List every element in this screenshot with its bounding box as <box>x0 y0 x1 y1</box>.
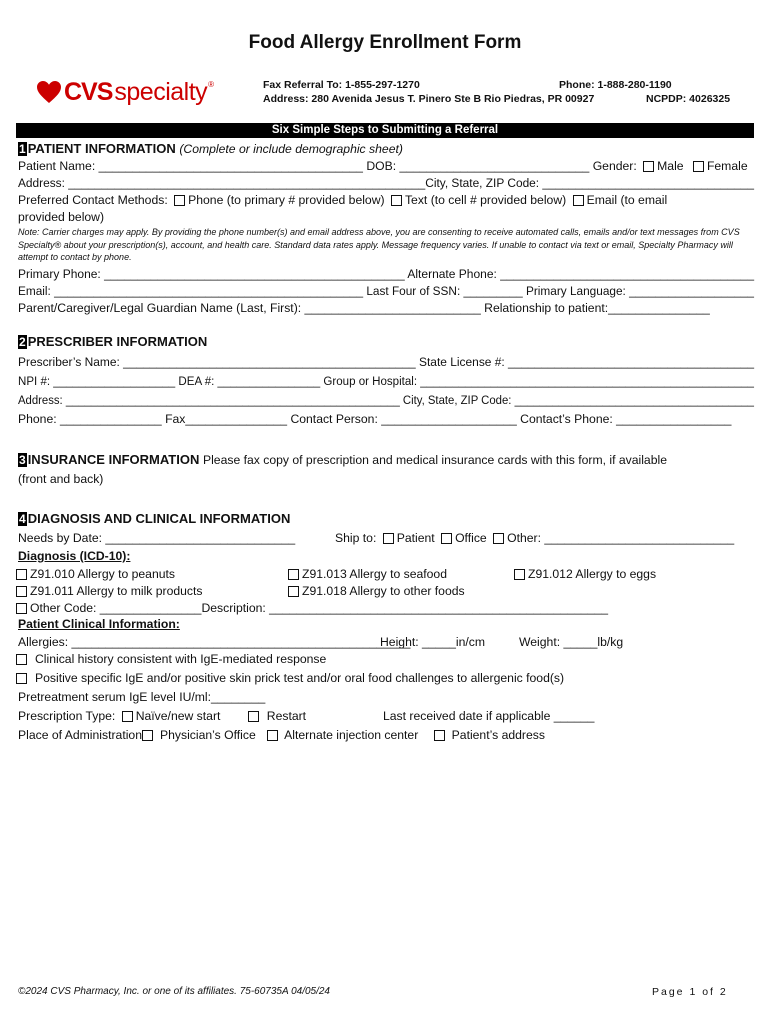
dx-other-code-label: Other Code: _______________Description: __________________________________________________ <box>30 601 609 615</box>
contact-text-label: Text (to cell # provided below) <box>404 193 567 207</box>
physician-office-label: Physician’s Office <box>159 728 256 742</box>
clinical-history-checkbox[interactable] <box>16 654 27 665</box>
cvs-specialty-logo <box>36 76 214 108</box>
carrier-note: Note: Carrier charges may apply. By providing the phone number(s) and email address above, you are consenting to receive automated calls, emails and/or text messages from CVS Specialty® about your prescription(s), account, and health care. Standard data rates apply. Message frequency varies. If unable to contact via text or email, Specialty Pharmacy will attempt to contact by phone. <box>18 227 740 262</box>
dx-eggs <box>514 567 656 581</box>
last-received-date[interactable]: Last received date if applicable ______ <box>383 709 595 723</box>
female-checkbox[interactable] <box>693 161 704 172</box>
section-patient-info <box>18 141 403 156</box>
copyright-footer: ©2024 CVS Pharmacy, Inc. or one of its affiliates. 75-60735A 04/05/24 <box>18 986 330 997</box>
place-of-administration-row <box>18 728 545 742</box>
fax-referral: Fax Referral To: 1-855-297-1270 <box>263 79 420 91</box>
dx-eggs-label: Z91.012 Allergy to eggs <box>528 567 657 581</box>
dx-other-code-checkbox[interactable] <box>16 603 27 614</box>
positive-test <box>16 671 564 685</box>
clinical-history-label: Clinical history consistent with IgE-mediated response <box>35 652 327 666</box>
height-field[interactable]: Height: _____in/cm <box>380 635 486 649</box>
patient-address-row[interactable]: Address: ______________________________________________________City, State, ZIP Code: ________________________________ <box>18 176 754 190</box>
ship-office-checkbox[interactable] <box>441 533 452 544</box>
contact-email-label: Email (to email <box>586 193 668 207</box>
section-insurance-info <box>18 452 667 467</box>
dx-peanuts <box>16 567 175 581</box>
section-prescriber-info <box>18 334 207 349</box>
male-label: Male <box>657 159 684 173</box>
positive-test-checkbox[interactable] <box>16 673 27 684</box>
ship-office-label: Office <box>455 531 487 545</box>
dx-eggs-checkbox[interactable] <box>514 569 525 580</box>
dx-other-foods-checkbox[interactable] <box>288 586 299 597</box>
section-title: PRESCRIBER INFORMATION <box>27 334 208 349</box>
physician-office-checkbox[interactable] <box>142 730 153 741</box>
restart-checkbox[interactable] <box>248 711 259 722</box>
prescriber-name-row[interactable]: Prescriber’s Name: ____________________________________________ State License #: _____________________________________ <box>18 355 755 369</box>
weight-field[interactable]: Weight: _____lb/kg <box>519 635 624 649</box>
dx-other-foods-label: Z91.018 Allergy to other foods <box>302 584 465 598</box>
naive-checkbox[interactable] <box>122 711 133 722</box>
patient-address-checkbox[interactable] <box>434 730 445 741</box>
dx-milk-checkbox[interactable] <box>16 586 27 597</box>
prescriber-address-row[interactable]: Address: _____________________________________________________ City, State, ZIP Code: ______________________________________ <box>18 393 754 407</box>
logo-cvs: CVS <box>64 77 113 106</box>
guardian-row[interactable]: Parent/Caregiver/Legal Guardian Name (Last, First): __________________________ Relationship to patient:_______________ <box>18 301 710 315</box>
contact-methods-row <box>18 193 667 207</box>
female-label: Female <box>706 159 748 173</box>
dx-other-foods <box>288 584 465 598</box>
prescription-type-label: Prescription Type: <box>18 709 116 723</box>
section-number: 2 <box>19 335 26 349</box>
naive-label: Naïve/new start <box>135 709 221 723</box>
male-checkbox[interactable] <box>643 161 654 172</box>
section-number: 4 <box>19 512 26 526</box>
ship-to-label: Ship to: <box>335 531 377 545</box>
contact-email-checkbox[interactable] <box>573 195 584 206</box>
section-subtitle: (Complete or include demographic sheet) <box>179 142 403 156</box>
phone-row[interactable]: Primary Phone: _____________________________________________ Alternate Phone: ______________________________________ <box>18 267 755 281</box>
positive-test-label: Positive specific IgE and/or positive skin prick test and/or oral food challenges to allergenic food(s) <box>35 671 565 685</box>
dx-seafood-label: Z91.013 Allergy to seafood <box>302 567 447 581</box>
contact-phone-checkbox[interactable] <box>174 195 185 206</box>
steps-bar-text: Six Simple Steps to Submitting a Referral <box>271 124 499 136</box>
heart-icon <box>36 80 62 104</box>
prescription-type-row <box>18 709 306 723</box>
logo-registered: ® <box>208 79 215 89</box>
clinical-history <box>16 652 326 666</box>
contact-methods-label: Preferred Contact Methods: <box>18 193 168 207</box>
dx-peanuts-checkbox[interactable] <box>16 569 27 580</box>
insurance-instructions: Please fax copy of prescription and medical insurance cards with this form, if available <box>202 453 667 467</box>
section-title: PATIENT INFORMATION <box>27 141 176 156</box>
phone-number: Phone: 1-888-280-1190 <box>559 79 672 91</box>
dx-milk-label: Z91.011 Allergy to milk products <box>30 584 203 598</box>
contact-phone-label: Phone (to primary # provided below) <box>188 193 385 207</box>
needs-by-date[interactable]: Needs by Date: ____________________________ <box>18 531 296 545</box>
patient-address-label: Patient’s address <box>451 728 545 742</box>
section-diagnosis <box>18 511 290 526</box>
ship-to-row <box>335 531 734 545</box>
dx-other-code <box>16 601 608 615</box>
prescriber-phone-row[interactable]: Phone: _______________ Fax_______________ Contact Person: ____________________ Contact’s Phone: _________________ <box>18 412 732 426</box>
patient-name-row <box>18 159 748 173</box>
email-row[interactable]: Email: _______________________________________________ Last Four of SSN: _________ Primary Language: ___________________ <box>18 284 755 298</box>
restart-label: Restart <box>266 709 307 723</box>
section-title: DIAGNOSIS AND CLINICAL INFORMATION <box>27 511 291 526</box>
pharmacy-address: Address: 280 Avenida Jesus T. Pinero Ste B Rio Piedras, PR 00927 <box>263 93 595 105</box>
place-label: Place of Administration <box>18 728 142 742</box>
ncpdp-number: NCPDP: 4026325 <box>646 93 731 105</box>
npi-row[interactable]: NPI #: ___________________ DEA #: ________________ Group or Hospital: ____________________________________________________ <box>18 374 754 388</box>
contact-text-checkbox[interactable] <box>391 195 402 206</box>
insurance-instructions-continued: (front and back) <box>18 472 104 486</box>
alternate-center-checkbox[interactable] <box>267 730 278 741</box>
allergies-field[interactable]: Allergies: __________________________________________________ <box>18 635 411 649</box>
dx-peanuts-label: Z91.010 Allergy to peanuts <box>30 567 175 581</box>
dx-seafood <box>288 567 447 581</box>
alternate-center-label: Alternate injection center <box>284 728 419 742</box>
section-number: 3 <box>19 453 26 467</box>
ship-other-label: Other: ____________________________ <box>507 531 735 545</box>
diagnosis-heading: Diagnosis (ICD-10): <box>18 549 131 563</box>
patient-clinical-heading: Patient Clinical Information: <box>18 617 180 631</box>
dx-seafood-checkbox[interactable] <box>288 569 299 580</box>
ige-level[interactable]: Pretreatment serum IgE level IU/ml:________ <box>18 690 266 704</box>
section-title: INSURANCE INFORMATION <box>27 452 200 467</box>
patient-name-line: Patient Name: _______________________________________ DOB: ____________________________ Gender: <box>18 159 637 173</box>
page-number: Page 1 of 2 <box>652 986 728 998</box>
form-title: Food Allergy Enrollment Form <box>248 32 522 53</box>
ship-patient-label: Patient <box>396 531 435 545</box>
section-number: 1 <box>19 142 26 156</box>
contact-methods-continued: provided below) <box>18 210 105 224</box>
dx-milk <box>16 584 203 598</box>
ship-other-checkbox[interactable] <box>493 533 504 544</box>
ship-patient-checkbox[interactable] <box>383 533 394 544</box>
logo-specialty: specialty <box>114 77 208 106</box>
